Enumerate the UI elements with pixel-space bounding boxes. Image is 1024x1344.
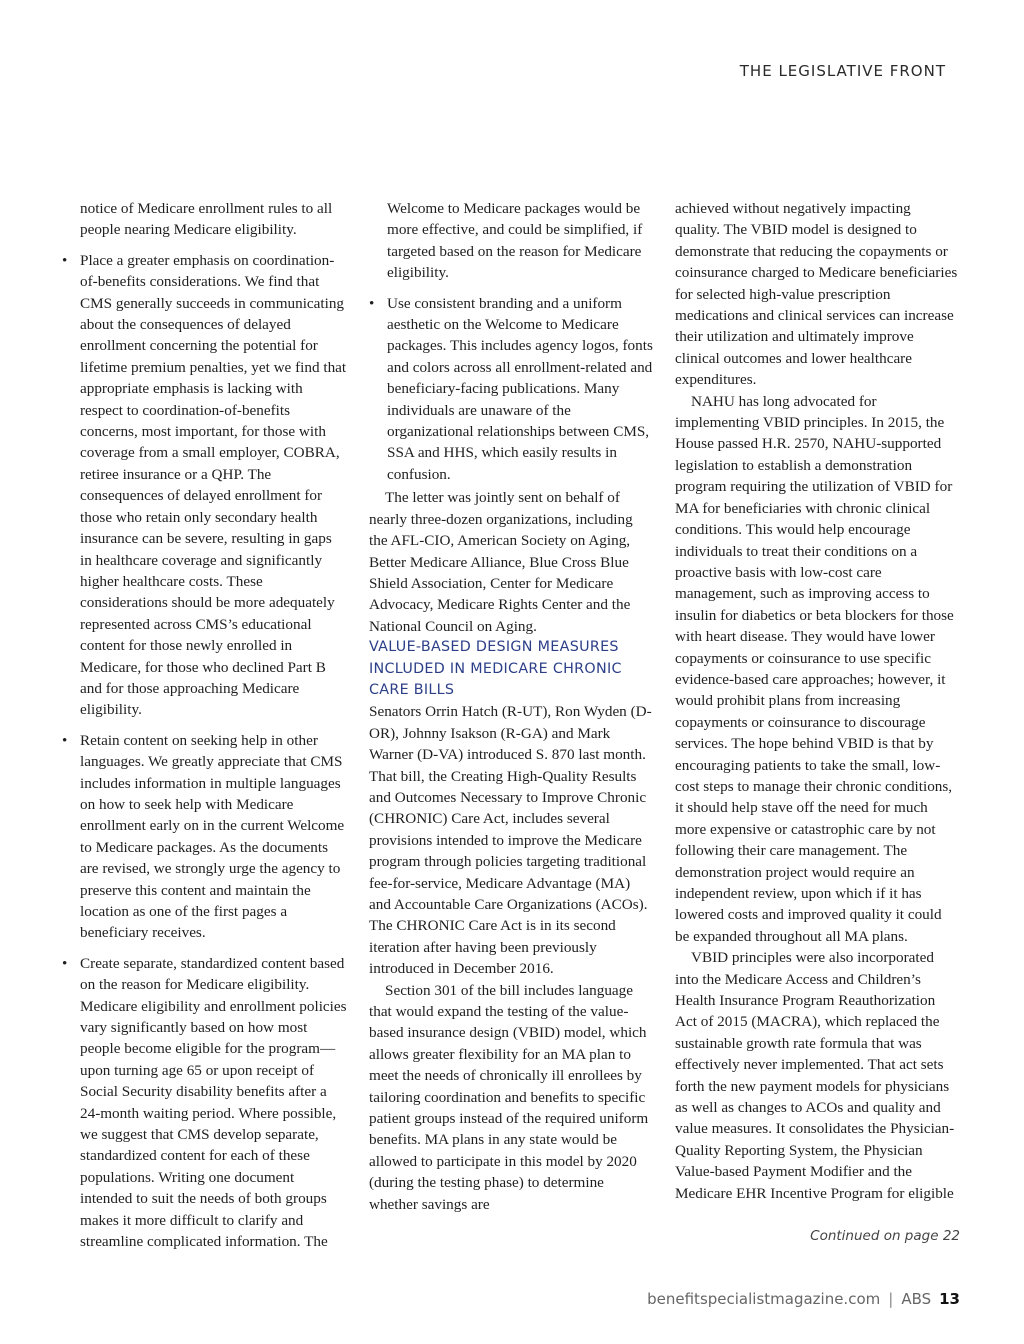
footer-separator: | [888,1290,894,1308]
section-header: THE LEGISLATIVE FRONT [739,62,946,80]
bullet-icon: • [62,954,68,972]
paragraph: achieved without negatively impacting quality. The VBID model is designed to demonstrate that reducing the copayments or coinsurance charged to Medicare beneficiaries for selected high-value prescription medications and clinical services can increase their utilization and ultimately improve clinical outcomes and lower healthcare expenditures. [675,200,958,389]
bullet-text: Retain content on seeking help in other languages. We greatly appreciate that CMS includes information in multiple languages on how to seek help with Medicare enrollment early on in the current Welcome to Medicare packages. As the documents are revised, we strongly urge the agency to preserve this content and maintain the location as one of the first pages a beneficiary receives. [80,731,345,942]
bullet-text: Use consistent branding and a uniform aesthetic on the Welcome to Medicare packages. This includes agency logos, fonts and colors across all enrollment-related and beneficiary-facing publications. Many individuals are unaware of the organizational relationships between CMS, SSA and HHS, which easily results in confusion. [387,294,653,483]
column-2 [369,198,655,1215]
column-3 [675,198,959,1204]
column-1 [62,198,347,1253]
bullet-icon: • [369,294,375,312]
list-item [62,250,347,721]
column-1-lead: notice of Medicare enrollment rules to all people nearing Medicare eligibility. [80,200,333,239]
list-item [62,953,347,1253]
bullet-text: Create separate, standardized content based on the reason for Medicare eligibility. Medicare eligibility and enrollment policies vary significantly based on how most people become eligible for the program—upon turning age 65 or upon receipt of Social Security disability benefits after a 24-month waiting period. Where possible, we suggest that CMS develop separate, standardized content for each of these populations. Writing one document intended to suit the needs of both groups makes it more difficult to clarify and streamline complicated information. The [80,954,347,1251]
page-number: 13 [939,1290,960,1308]
paragraph: NAHU has long advocated for implementing VBID principles. In 2015, the House passed H.R. 2570, NAHU-supported legislation to establish a demonstration program requiring the utilization of VBID for MA for beneficiaries with chronic clinical conditions. This would help encourage individuals to treat their conditions on a proactive basis with low-cost care management, such as improving access to insulin for diabetics or beta blockers for those with heart disease. They would have lower copayments or coinsurance to use specific evidence-based care approaches; however, it would prohibit plans from increasing copayments or coinsurance to discourage services. The hope behind VBID is that by encouraging patients to take the small, low-cost steps to manage their chronic conditions, it should help stave off the need for much more expensive or catastrophic care by not following their care management. The demonstration project would require an independent review, upon which if it has lowered costs and improved quality it could be expanded throughout all MA plans. [675,392,954,945]
bullet-icon: • [62,251,68,269]
section-heading: VALUE-BASED DESIGN MEASURES INCLUDED IN MEDICARE CHRONIC CARE BILLS [369,639,622,698]
bullet-text: Place a greater emphasis on coordination-of-benefits considerations. We find that CMS generally succeeds in communicating about the consequences of delayed enrollment concerning the potential for lifetime premium penalties, yet we find that appropriate emphasis is lacking with respect to coordination-of-benefits concerns, most important, for those with coverage from a small employer, COBRA, retiree insurance or a QHP. The consequences of delayed enrollment for those who retain only secondary health insurance can be severe, resulting in gaps in healthcare coverage and significantly higher healthcare costs. These considerations should be more adequately represented across CMS’s educational content for those newly enrolled in Medicare, for those who declined Part B and for those approaching Medicare eligibility. [80,251,347,719]
list-item [369,293,655,486]
paragraph: Senators Orrin Hatch (R-UT), Ron Wyden (D-OR), Johnny Isakson (R-GA) and Mark Warner (D-VA) introduced S. 870 last month. That bill, the Creating High-Quality Results and Outcomes Necessary to Improve Chronic (CHRONIC) Care Act, includes several provisions intended to improve the Medicare program through policies targeting traditional fee-for-service, Medicare Advantage (MA) and Accountable Care Organizations (ACOs). The CHRONIC Care Act is in its second iteration after having been previously introduced in December 2016. [369,703,652,978]
website-link[interactable]: benefitspecialistmagazine.com [647,1290,881,1308]
continued-note: Continued on page 22 [810,1228,960,1244]
column-2-lead: Welcome to Medicare packages would be more effective, and could be simplified, if targeted based on the reason for Medicare eligibility. [387,200,643,282]
paragraph: The letter was jointly sent on behalf of nearly three-dozen organizations, including the AFL-CIO, American Society on Aging, Better Medicare Alliance, Blue Cross Blue Shield Association, Center for Medicare Advocacy, Medicare Rights Center and the National Council on Aging. [369,489,633,635]
publication-name: ABS [901,1290,932,1308]
paragraph: Section 301 of the bill includes language that would expand the testing of the value-based insurance design (VBID) model, which allows greater flexibility for an MA plan to meet the needs of chronically ill enrollees by tailoring coordination and benefits to specific patient groups instead of the required uniform benefits. MA plans in any state would be allowed to participate in this model by 2020 (during the testing phase) to determine whether savings are [369,981,649,1213]
bullet-icon: • [62,731,68,749]
list-item [62,730,347,944]
page-footer [647,1290,960,1308]
paragraph: VBID principles were also incorporated into the Medicare Access and Children’s Health Insurance Program Reauthorization Act of 2015 (MACRA), which replaced the sustainable growth rate formula that was effectively never implemented. That act sets forth the new payment models for physicians as well as changes to ACOs and quality and value measures. It consolidates the Physician-Quality Reporting System, the Physician Value-based Payment Modifier and the Medicare EHR Incentive Program for eligible [675,949,955,1202]
